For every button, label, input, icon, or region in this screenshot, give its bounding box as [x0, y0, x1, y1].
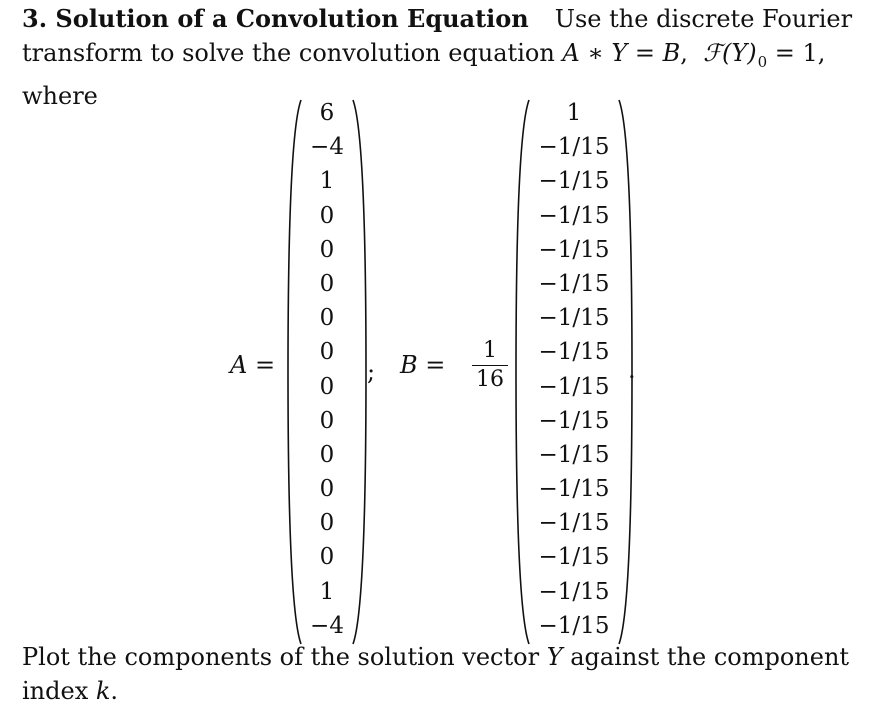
matrix-a-entry: 1 — [319, 578, 335, 605]
matrix-b-entry: −1/15 — [538, 407, 610, 434]
matrix-a-entry: 0 — [319, 544, 335, 571]
matrix-b-entry: −1/15 — [538, 134, 610, 161]
matrix-a-entry: 6 — [319, 100, 335, 126]
matrix-a-entry: 0 — [319, 441, 335, 468]
matrix-b-entry: −1/15 — [538, 441, 610, 468]
matrix-b-entry: −1/15 — [538, 305, 610, 332]
matrix-a-entry: 0 — [319, 339, 335, 366]
matrix-b-entry: −1/15 — [538, 476, 610, 503]
matrix-b-scale-fraction — [472, 340, 508, 391]
statement-text-1: Use the discrete Fourier — [554, 5, 853, 33]
task-line-2 — [22, 674, 862, 708]
matrix-a-entry: 0 — [319, 202, 335, 229]
matrix-a-entry: −4 — [310, 612, 344, 639]
task-line-1 — [22, 640, 862, 674]
fraction-numerator: 1 — [483, 338, 497, 363]
task-statement — [22, 640, 862, 708]
matrix-b-entry: −1/15 — [538, 578, 610, 605]
matrix-b-entry: 1 — [566, 100, 582, 126]
task-text-3: index — [22, 677, 89, 705]
matrix-b-entry: −1/15 — [538, 168, 610, 195]
statement-text-3: where — [22, 82, 98, 110]
eq-condition-value: = 1, — [767, 39, 826, 67]
matrix-a-entry: −4 — [310, 134, 344, 161]
matrix-a-entry: 0 — [319, 476, 335, 503]
matrix-a-label: A = — [230, 351, 276, 379]
eq-fourier-symbol: ℱ — [703, 39, 722, 67]
eq-subscript: 0 — [757, 53, 768, 71]
matrix-b-entry: −1/15 — [538, 339, 610, 366]
matrix-b-entry: −1/15 — [538, 270, 610, 297]
eq-var-y: Y — [611, 39, 628, 67]
matrix-b — [526, 96, 622, 643]
matrix-a-entry: 0 — [319, 373, 335, 400]
fraction-bar — [472, 365, 508, 366]
task-var-y: Y — [546, 643, 563, 671]
task-text-2: against the component — [570, 643, 850, 671]
eq-var-b: B — [662, 39, 681, 67]
fraction-denominator: 16 — [476, 367, 504, 392]
matrix-a-entry: 0 — [319, 270, 335, 297]
matrix-a-entry: 0 — [319, 407, 335, 434]
matrix-a-entry: 0 — [319, 236, 335, 263]
matrix-b-entry: −1/15 — [538, 373, 610, 400]
eq-equals: = — [627, 39, 663, 67]
task-var-k: k — [95, 677, 111, 705]
eq-convolution-operator: ∗ — [579, 39, 612, 67]
equation-period: . — [628, 356, 636, 384]
matrix-b-entry: −1/15 — [538, 236, 610, 263]
eq-var-a: A — [562, 39, 580, 67]
matrix-b-entry: −1/15 — [538, 510, 610, 537]
statement-text-2: transform to solve the convolution equation — [22, 39, 555, 67]
matrix-separator: ; — [367, 358, 376, 386]
matrix-b-entry: −1/15 — [538, 544, 610, 571]
matrix-b-label: B = — [400, 351, 446, 379]
eq-fourier-arg: (Y) — [721, 39, 757, 67]
matrix-b-entry: −1/15 — [538, 202, 610, 229]
eq-comma: , — [680, 39, 688, 67]
matrix-a-entry: 1 — [319, 168, 335, 195]
matrix-b-entry: −1/15 — [538, 612, 610, 639]
matrix-a-entry: 0 — [319, 305, 335, 332]
problem-title: 3. Solution of a Convolution Equation — [22, 4, 529, 33]
task-text-1: Plot the components of the solution vector — [22, 643, 540, 671]
matrix-a-entry: 0 — [319, 510, 335, 537]
task-period: . — [110, 677, 119, 705]
